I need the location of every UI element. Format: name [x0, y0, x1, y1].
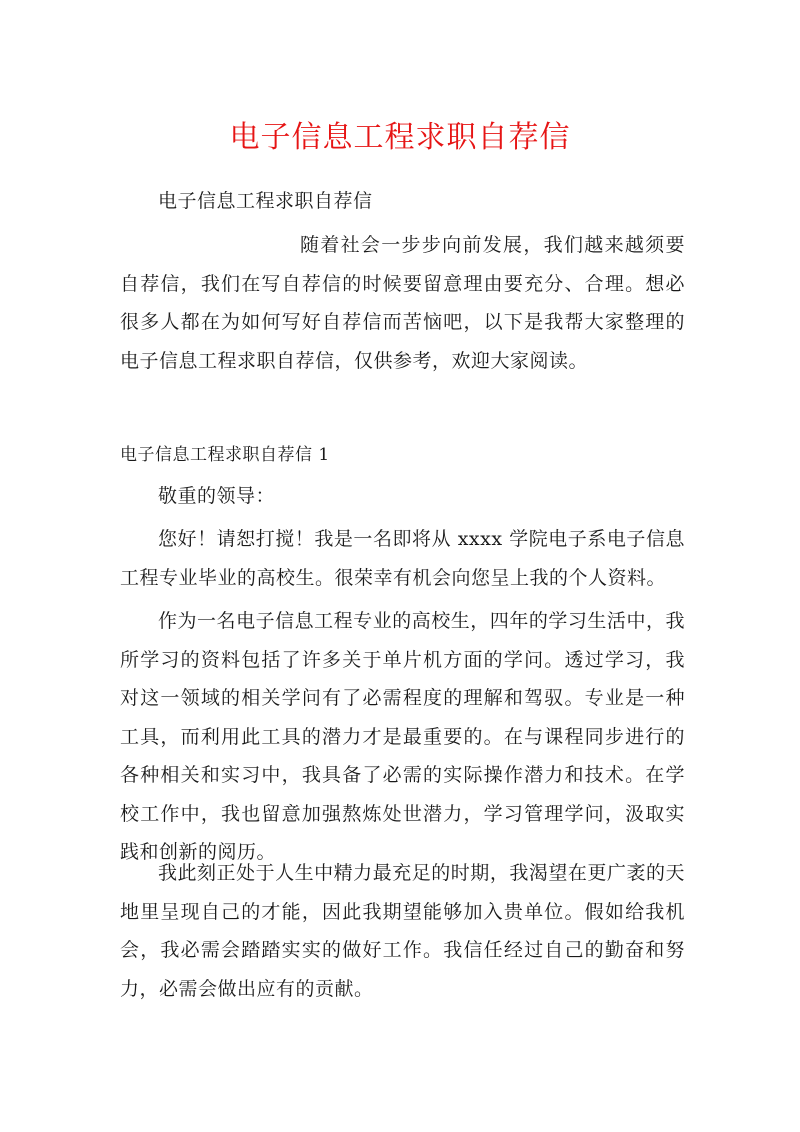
body-paragraph-3: 我此刻正处于人生中精力最充足的时期，我渴望在更广袤的天地里呈现自己的才能，因此我期望能够加入贵单位。假如给我机会，我必需会踏踏实实的做好工作。我信任经过自己的勤奋和努力，必需会做出应有的贡献。 [120, 862, 685, 1000]
document-subtitle: 电子信息工程求职自荐信 [158, 190, 373, 212]
body-paragraph-2: 作为一名电子信息工程专业的高校生，四年的学习生活中，我所学习的资料包括了许多关于单片机方面的学问。透过学习，我对这一领域的相关学问有了必需程度的理解和驾驭。专业是一种工具，而利用此工具的潜力才是最重要的。在与课程同步进行的各种相关和实习中，我具备了必需的实际操作潜力和技术。在学校工作中，我也留意加强熬炼处世潜力，学习管理学问，汲取实践和创新的阅历。 [120, 610, 685, 863]
section-heading: 电子信息工程求职自荐信 1 [120, 445, 330, 465]
body-paragraph-1: 您好！请恕打搅！我是一名即将从 xxxx 学院电子系电子信息工程专业毕业的高校生。很荣幸有机会向您呈上我的个人资料。 [120, 528, 685, 589]
document-title: 电子信息工程求职自荐信 [229, 120, 571, 155]
intro-paragraph: 随着社会一步步向前发展，我们越来越须要自荐信，我们在写自荐信的时候要留意理由要充分、合理。想必很多人都在为如何写好自荐信而苦恼吧，以下是我帮大家整理的电子信息工程求职自荐信，仅供参考，欢迎大家阅读。 [120, 234, 685, 372]
salutation: 敬重的领导： [158, 485, 276, 507]
